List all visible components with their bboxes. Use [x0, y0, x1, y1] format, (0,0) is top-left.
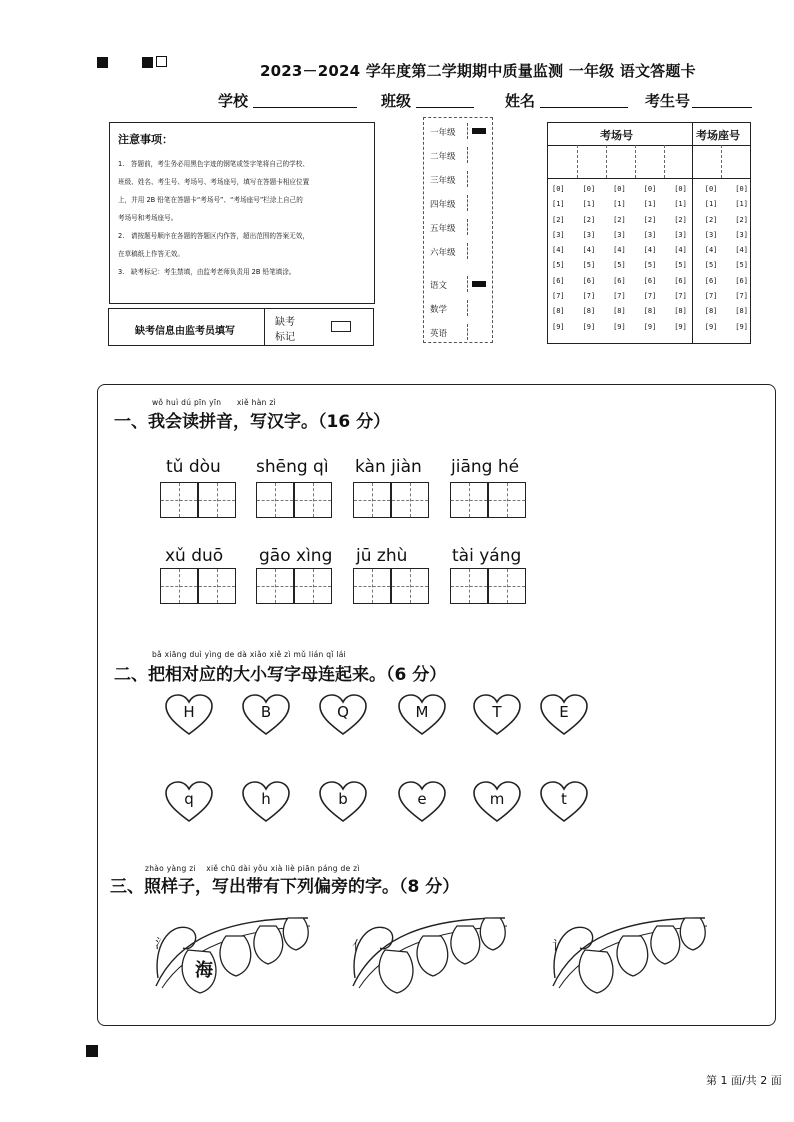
subject-label: 数学 — [430, 305, 448, 315]
name-field[interactable] — [540, 107, 628, 108]
q3-title-pinyin: zhào yàng zi xiě chū dài yǒu xià liè piān páng de zì — [145, 864, 360, 873]
writing-grid[interactable] — [391, 568, 429, 604]
digit-bubble[interactable]: [7] — [735, 292, 748, 301]
digit-bubble[interactable]: [5] — [674, 261, 687, 270]
notice-line: 3. 缺考标记：考生禁填，由监考老师负责用 2B 铅笔填涂。 — [118, 268, 296, 276]
digit-bubble[interactable]: [0] — [643, 185, 657, 193]
grade-label: 三年级 — [430, 176, 456, 186]
uppercase-letter: B — [260, 703, 272, 721]
corner-mark-top-second — [142, 57, 153, 68]
digit-bubble[interactable]: [1] — [674, 200, 687, 209]
filled-mark — [472, 128, 486, 134]
filled-mark — [472, 281, 486, 287]
digit-bubble[interactable]: [6] — [643, 276, 657, 285]
notice-line: 上，并用 2B 铅笔在答题卡“考场号”、“考场座号”栏涂上自己的 — [118, 196, 303, 204]
lowercase-letter: e — [417, 790, 427, 808]
writing-grid[interactable] — [353, 568, 391, 604]
lowercase-letter: h — [261, 790, 271, 808]
digit-bubble[interactable]: [7] — [704, 292, 718, 301]
notice-title: 注意事项： — [118, 133, 173, 146]
grade-row[interactable] — [424, 120, 492, 144]
radical-leaf-3[interactable] — [545, 908, 715, 998]
absent-mark-box[interactable] — [331, 321, 351, 332]
radical-label: 氵 — [155, 937, 169, 952]
digit-bubble[interactable]: [4] — [704, 246, 718, 255]
notice-line: 1. 答题前，考生务必用黑色字迹的钢笔或签字笔将自己的学校、 — [118, 160, 309, 168]
q1-title: 一、我会读拼音，写汉字。（16 分） — [114, 412, 391, 432]
uppercase-letter-heart[interactable] — [241, 693, 291, 737]
digit-bubble[interactable]: [3] — [552, 230, 565, 239]
digit-bubble[interactable]: [4] — [552, 246, 565, 255]
digit-bubble[interactable]: [9] — [613, 322, 626, 331]
lowercase-letter-heart[interactable] — [318, 780, 368, 824]
digit-bubble[interactable]: [7] — [613, 292, 626, 301]
digit-bubble[interactable]: [1] — [582, 200, 596, 209]
digit-bubbles[interactable] — [550, 185, 750, 338]
digit-bubble[interactable]: [4] — [582, 246, 596, 255]
radical-leaf-2[interactable] — [345, 908, 515, 998]
digit-bubble[interactable]: [0] — [674, 185, 687, 193]
lowercase-letter-heart[interactable] — [397, 780, 447, 824]
digit-row — [550, 307, 750, 322]
digit-bubble[interactable]: [2] — [735, 215, 748, 224]
digit-bubble[interactable]: [2] — [552, 215, 565, 224]
lowercase-letter-heart[interactable] — [472, 780, 522, 824]
exam-no-label: 考生号 — [645, 92, 691, 110]
digit-bubble[interactable]: [6] — [704, 276, 718, 285]
digit-bubble[interactable]: [5] — [613, 261, 626, 270]
notice-box — [109, 122, 375, 304]
digit-row — [550, 216, 750, 231]
class-label: 班级 — [381, 92, 412, 110]
exam-no-field[interactable] — [692, 107, 752, 108]
subject-label: 英语 — [430, 329, 448, 339]
notice-line: 在草稿纸上作答无效。 — [118, 250, 184, 258]
digit-bubble[interactable]: [8] — [735, 307, 748, 316]
absent-info-box — [108, 308, 374, 346]
digit-bubble[interactable]: [2] — [643, 215, 657, 224]
digit-bubble[interactable]: [3] — [613, 230, 626, 239]
digit-bubble[interactable]: [5] — [735, 261, 748, 270]
uppercase-letter-heart[interactable] — [318, 693, 368, 737]
class-field[interactable] — [416, 107, 474, 108]
digit-bubble[interactable]: [8] — [613, 307, 626, 316]
digit-row — [550, 261, 750, 276]
writing-grid[interactable] — [198, 482, 236, 518]
digit-bubble[interactable]: [9] — [674, 322, 687, 331]
grade-label: 五年级 — [430, 224, 456, 234]
grade-row[interactable] — [424, 168, 492, 192]
lowercase-letter-heart[interactable] — [164, 780, 214, 824]
digit-bubble[interactable]: [3] — [582, 230, 596, 239]
grade-label: 六年级 — [430, 248, 456, 258]
digit-bubble[interactable]: [0] — [704, 185, 718, 193]
digit-bubble[interactable]: [5] — [552, 261, 565, 270]
radical-label: 讠 — [552, 939, 566, 954]
lowercase-letter-heart[interactable] — [539, 780, 589, 824]
digit-bubble[interactable]: [1] — [735, 200, 748, 209]
digit-bubble[interactable]: [9] — [582, 322, 596, 331]
digit-bubble[interactable]: [5] — [704, 261, 718, 270]
example-character: 海 — [195, 960, 213, 981]
digit-bubble[interactable]: [1] — [704, 200, 718, 209]
grade-label: 二年级 — [430, 152, 456, 162]
lowercase-letter: b — [338, 790, 348, 808]
digit-bubble[interactable]: [9] — [552, 322, 565, 331]
digit-row — [550, 246, 750, 261]
digit-bubble[interactable]: [5] — [582, 261, 596, 270]
seat-number-header: 考场座号 — [696, 129, 740, 142]
radical-leaf-1[interactable] — [148, 908, 318, 998]
corner-mark-hollow — [156, 56, 167, 67]
corner-mark-bottom-left — [86, 1045, 98, 1057]
digit-bubble[interactable]: [7] — [552, 292, 565, 301]
digit-bubble[interactable]: [4] — [643, 246, 657, 255]
uppercase-letter: M — [415, 703, 429, 721]
digit-row — [550, 200, 750, 215]
digit-bubble[interactable]: [4] — [674, 246, 687, 255]
grade-subject-column — [423, 117, 493, 343]
digit-bubble[interactable]: [6] — [552, 276, 565, 285]
pinyin-word: xǔ duō — [165, 546, 224, 566]
uppercase-letter-heart[interactable] — [539, 693, 589, 737]
subject-row[interactable] — [424, 273, 492, 297]
uppercase-letter: E — [559, 703, 569, 721]
absent-mark-label-2: 标记 — [275, 332, 295, 343]
digit-bubble[interactable]: [0] — [582, 185, 596, 193]
digit-bubble[interactable]: [2] — [674, 215, 687, 224]
digit-bubble[interactable]: [6] — [613, 276, 626, 285]
digit-row — [550, 185, 750, 200]
digit-bubble[interactable]: [6] — [582, 276, 596, 285]
school-label: 学校 — [218, 92, 249, 110]
digit-bubble[interactable]: [0] — [552, 185, 565, 193]
digit-bubble[interactable]: [9] — [735, 322, 748, 331]
subject-row[interactable] — [424, 321, 492, 345]
writing-grid[interactable] — [294, 568, 332, 604]
digit-bubble[interactable]: [7] — [674, 292, 687, 301]
digit-bubble[interactable]: [1] — [613, 200, 626, 209]
digit-bubble[interactable]: [8] — [704, 307, 718, 316]
digit-bubble[interactable]: [6] — [674, 276, 687, 285]
pinyin-word: shēng qì — [256, 457, 329, 477]
q3-title: 三、照样子，写出带有下列偏旁的字。（8 分） — [110, 877, 460, 897]
pinyin-word: gāo xìng — [259, 546, 333, 566]
writing-grid[interactable] — [256, 482, 294, 518]
writing-grid[interactable] — [160, 482, 198, 518]
digit-row — [550, 277, 750, 292]
digit-bubble[interactable]: [4] — [735, 246, 748, 255]
grade-row[interactable] — [424, 192, 492, 216]
uppercase-letter: T — [492, 703, 502, 721]
corner-mark-top-left — [97, 57, 108, 68]
writing-grid[interactable] — [391, 482, 429, 518]
digit-bubble[interactable]: [8] — [552, 307, 565, 316]
pinyin-word: tǔ dòu — [166, 457, 221, 477]
digit-bubble[interactable]: [1] — [552, 200, 565, 209]
name-label: 姓名 — [505, 92, 536, 110]
lowercase-letter: q — [184, 790, 194, 808]
grade-row[interactable] — [424, 216, 492, 240]
q1-title-pinyin: wǒ huì dú pīn yīn xiě hàn zì — [152, 398, 276, 407]
lowercase-letter-heart[interactable] — [241, 780, 291, 824]
exam-room-header: 考场号 — [600, 129, 633, 142]
uppercase-letter: H — [183, 703, 195, 721]
page-number: 第 1 面/共 2 面 — [706, 1074, 782, 1087]
digit-bubble[interactable]: [4] — [613, 246, 626, 255]
digit-bubble[interactable]: [0] — [735, 185, 748, 193]
radical-label: 亻 — [352, 939, 366, 954]
grade-row[interactable] — [424, 240, 492, 264]
school-field[interactable] — [253, 107, 357, 108]
digit-row — [550, 292, 750, 307]
digit-bubble[interactable]: [7] — [582, 292, 596, 301]
pinyin-word: tài yáng — [452, 546, 522, 566]
notice-line: 考场号和考场座号。 — [118, 214, 178, 222]
absent-divider — [264, 309, 265, 345]
pinyin-word: kàn jiàn — [355, 457, 422, 477]
uppercase-letter-heart[interactable] — [472, 693, 522, 737]
q2-title-pinyin: bǎ xiāng duì yìng de dà xiǎo xiě zì mǔ lián qǐ lái — [152, 650, 347, 659]
writing-grid[interactable] — [488, 482, 526, 518]
absent-label: 缺考信息由监考员填写 — [135, 326, 235, 337]
digit-row — [550, 231, 750, 246]
digit-bubble[interactable]: [6] — [735, 276, 748, 285]
digit-row — [550, 323, 750, 338]
grade-label: 四年级 — [430, 200, 456, 210]
digit-bubble[interactable]: [8] — [582, 307, 596, 316]
digit-bubble[interactable]: [9] — [704, 322, 718, 331]
uppercase-letter-heart[interactable] — [164, 693, 214, 737]
subject-label: 语文 — [430, 281, 448, 291]
writing-grid[interactable] — [198, 568, 236, 604]
pinyin-word: jū zhù — [356, 546, 408, 566]
uppercase-letter-heart[interactable] — [397, 693, 447, 737]
digit-bubble[interactable]: [5] — [643, 261, 657, 270]
pinyin-word: jiāng hé — [451, 457, 520, 477]
notice-line: 2. 请按题号顺序在各题的答题区内作答，超出范围的答案无效， — [118, 232, 309, 240]
writing-grid[interactable] — [160, 568, 198, 604]
digit-bubble[interactable]: [2] — [704, 215, 718, 224]
lowercase-letter: m — [489, 790, 505, 808]
digit-bubble[interactable]: [0] — [613, 185, 626, 193]
absent-mark-label-1: 缺考 — [275, 317, 295, 328]
grade-row[interactable] — [424, 144, 492, 168]
notice-line: 班级、姓名、考生号、考场号、考场座号，填写在答题卡相应位置 — [118, 178, 310, 186]
digit-bubble[interactable]: [3] — [674, 230, 687, 239]
writing-grid[interactable] — [450, 482, 488, 518]
digit-bubble[interactable]: [8] — [643, 307, 657, 316]
digit-bubble[interactable]: [3] — [704, 230, 718, 239]
page-title: 2023－2024 学年度第二学期期中质量监测 一年级 语文答题卡 — [260, 62, 696, 80]
writing-grid[interactable] — [488, 568, 526, 604]
writing-grid[interactable] — [353, 482, 391, 518]
digit-bubble[interactable]: [2] — [582, 215, 596, 224]
digit-bubble[interactable]: [3] — [643, 230, 657, 239]
writing-grid[interactable] — [256, 568, 294, 604]
q2-title: 二、把相对应的大小写字母连起来。（6 分） — [114, 665, 447, 685]
digit-bubble[interactable]: [9] — [643, 322, 657, 331]
exam-seat-table — [547, 122, 751, 344]
uppercase-letter: Q — [337, 703, 349, 721]
writing-grid[interactable] — [294, 482, 332, 518]
digit-bubble[interactable]: [7] — [643, 292, 657, 301]
digit-bubble[interactable]: [2] — [613, 215, 626, 224]
subject-row[interactable] — [424, 297, 492, 321]
writing-grid[interactable] — [450, 568, 488, 604]
digit-bubble[interactable]: [1] — [643, 200, 657, 209]
lowercase-letter: t — [561, 790, 567, 808]
digit-bubble[interactable]: [3] — [735, 230, 748, 239]
digit-bubble[interactable]: [8] — [674, 307, 687, 316]
grade-label: 一年级 — [430, 128, 456, 138]
